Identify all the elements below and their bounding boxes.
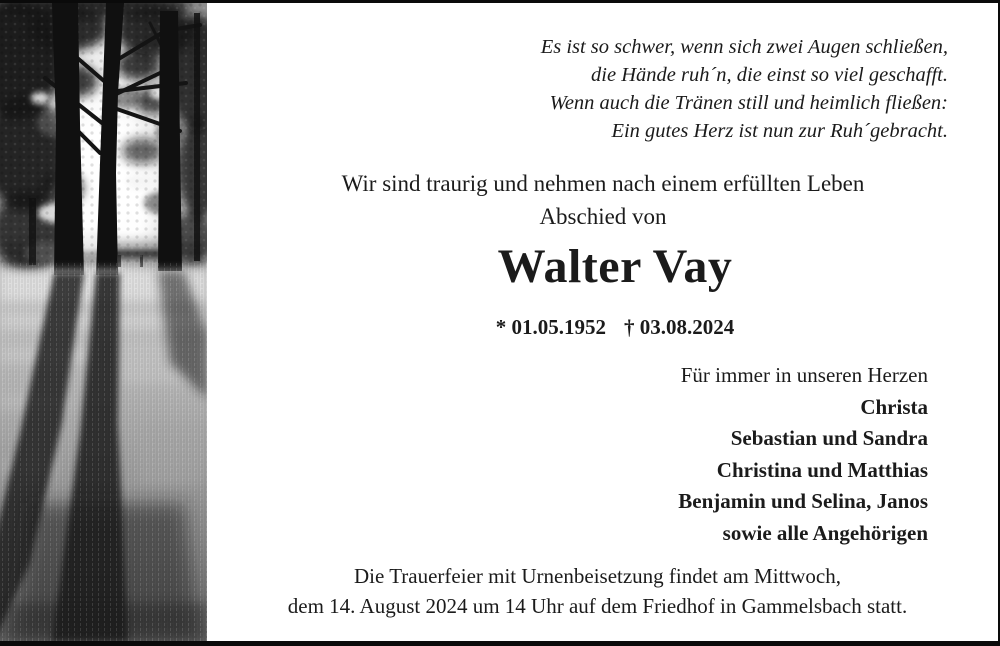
- intro-line-2: Abschied von: [539, 204, 667, 229]
- funeral-info: [207, 562, 988, 621]
- poem: [541, 33, 948, 145]
- poem-line-2: die Hände ruh´n, die einst so viel geschafft.: [591, 64, 948, 86]
- funeral-line-2: dem 14. August 2024 um 14 Uhr auf dem Friedhof in Gammelsbach statt.: [287, 593, 908, 618]
- mourners: [678, 360, 928, 550]
- poem-line-4: Ein gutes Herz ist nun zur Ruh´gebracht.: [611, 120, 948, 142]
- poem-line-1: Es ist so schwer, wenn sich zwei Augen schließen,: [540, 36, 948, 58]
- mourner-name: Sebastian und Sandra: [730, 426, 928, 451]
- backlit-trees-photo: [0, 3, 207, 641]
- mourner-name: Christa: [860, 394, 928, 419]
- funeral-line-1: Die Trauerfeier mit Urnenbeisetzung findet am Mittwoch,: [354, 564, 841, 588]
- intro-text: [210, 167, 996, 233]
- mourners-heading: Für immer in unseren Herzen: [680, 363, 928, 387]
- memorial-photo: [0, 3, 207, 641]
- deceased-name: Walter Vay: [497, 240, 733, 293]
- poem-line-3: Wenn auch die Tränen still und heimlich fließen:: [549, 92, 948, 114]
- birth-date: * 01.05.1952: [495, 315, 606, 339]
- intro-line-1: Wir sind traurig und nehmen nach einem erfüllten Leben: [341, 171, 865, 196]
- mourner-name: Christina und Matthias: [716, 457, 928, 482]
- life-dates: [232, 315, 998, 340]
- mourner-name: sowie alle Angehörigen: [722, 520, 928, 545]
- death-date: † 03.08.2024: [624, 315, 735, 339]
- mourner-name: Benjamin und Selina, Janos: [678, 489, 928, 514]
